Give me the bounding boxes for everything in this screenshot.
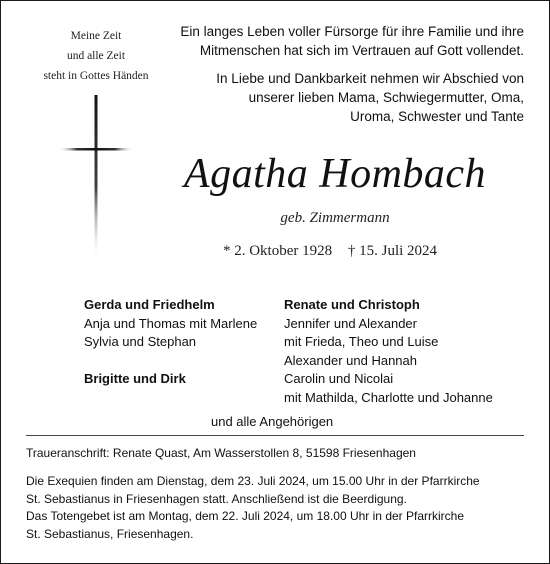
- service-line: Die Exequien finden am Dienstag, dem 23. Juli 2024, um 15.00 Uhr in der Pfarrkirche: [26, 474, 480, 488]
- motto-line: und alle Zeit: [66, 50, 126, 62]
- mourner-line: Jennifer und Alexander: [284, 315, 417, 331]
- intro-line: In Liebe und Dankbarkeit nehmen wir Abschied von: [216, 71, 524, 86]
- intro-line: Ein langes Leben voller Fürsorge für ihre Familie und ihre: [180, 24, 524, 39]
- mourner-line: mit Frieda, Theo und Luise: [284, 334, 439, 349]
- intro-line: unserer lieben Mama, Schwiegermutter, Oma,: [248, 90, 524, 105]
- intro-line: Mitmenschen hat sich im Vertrauen auf Gott vollendet.: [199, 43, 524, 58]
- mourner-heading: Renate und Christoph: [284, 297, 420, 312]
- divider: [26, 435, 524, 436]
- service-line: St. Sebastianus in Friesenhagen statt. Anschließend ist die Beerdigung.: [26, 491, 407, 506]
- birth-date: * 2. Oktober 1928: [222, 243, 333, 259]
- birth-name: geb. Zimmermann: [280, 210, 390, 226]
- mourner-heading: Gerda und Friedhelm: [84, 297, 215, 312]
- mourner-line: mit Mathilda, Charlotte und Johanne: [284, 389, 493, 405]
- mourner-line: Alexander und Hannah: [284, 352, 417, 368]
- intro-text: [164, 22, 524, 126]
- life-dates: [160, 243, 500, 260]
- mourner-line: Anja und Thomas mit Marlene: [84, 315, 258, 331]
- motto-line: steht in Gottes Händen: [43, 70, 149, 82]
- deceased-name: Agatha Hombach: [183, 151, 487, 197]
- mourners-left: [84, 296, 274, 389]
- motto-line: Meine Zeit: [70, 30, 122, 42]
- service-info: [26, 473, 526, 543]
- service-line: St. Sebastianus, Friesenhagen.: [26, 526, 194, 541]
- mourners-right: [284, 296, 524, 407]
- intro-line: Uroma, Schwester und Tante: [350, 109, 524, 124]
- all-relatives: und alle Angehörigen: [211, 414, 334, 429]
- service-line: Das Totengebet ist am Montag, dem 22. Juli 2024, um 18.00 Uhr in der Pfarrkirche: [26, 509, 465, 523]
- mourner-line: Sylvia und Stephan: [84, 334, 197, 349]
- cross-icon: [56, 95, 136, 265]
- mourning-address: Traueranschrift: Renate Quast, Am Wasserstollen 8, 51598 Friesenhagen: [26, 446, 416, 460]
- death-date: † 15. Juli 2024: [347, 243, 438, 259]
- mourner-line: Carolin und Nicolai: [284, 371, 394, 386]
- mourner-heading: Brigitte und Dirk: [84, 371, 186, 386]
- motto: [30, 26, 162, 86]
